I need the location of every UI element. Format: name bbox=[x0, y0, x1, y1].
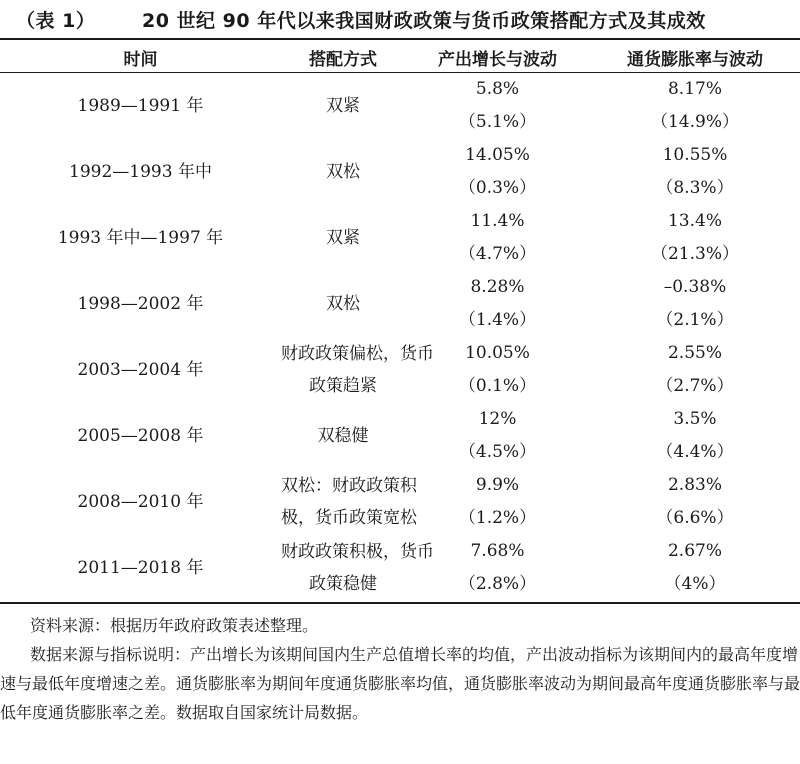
volatility-value: （2.8%） bbox=[458, 574, 537, 594]
period-cell: 1989—1991 年 bbox=[77, 95, 204, 116]
mean-value: 2.67% bbox=[667, 541, 722, 561]
mode-cell bbox=[281, 337, 434, 403]
mean-value: 12% bbox=[478, 409, 517, 429]
inflation-cell bbox=[590, 73, 800, 139]
mean-value: 10.55% bbox=[662, 145, 728, 165]
policy-table bbox=[0, 41, 800, 601]
mean-value: 3.5% bbox=[673, 409, 717, 429]
mode-line: 双松 bbox=[326, 162, 360, 182]
table-row bbox=[0, 337, 800, 403]
table-body bbox=[0, 73, 800, 601]
header-inflation: 通货膨胀率与波动 bbox=[627, 49, 763, 70]
table-row bbox=[0, 403, 800, 469]
volatility-value: （2.1%） bbox=[656, 310, 734, 330]
mode-cell bbox=[281, 535, 434, 601]
table-row bbox=[0, 139, 800, 205]
table-caption: 20 世纪 90 年代以来我国财政政策与货币政策搭配方式及其成效 bbox=[142, 10, 706, 32]
mean-value: 5.8% bbox=[475, 79, 520, 99]
mean-value: 9.9% bbox=[475, 475, 520, 495]
mean-value: 8.28% bbox=[470, 277, 525, 297]
mode-cell bbox=[281, 73, 405, 139]
mode-cell bbox=[281, 271, 405, 337]
bottom-rule bbox=[0, 602, 800, 604]
growth-cell bbox=[405, 469, 590, 535]
mode-line: 政策趋紧 bbox=[309, 376, 377, 396]
mode-line: 财政政策偏松，货币 bbox=[281, 344, 434, 364]
period-cell: 1992—1993 年中 bbox=[69, 161, 212, 182]
inflation-cell bbox=[590, 205, 800, 271]
period-cell: 2011—2018 年 bbox=[77, 557, 204, 578]
period-cell: 2008—2010 年 bbox=[77, 491, 204, 512]
mode-line: 双紧 bbox=[326, 228, 360, 248]
table-title bbox=[0, 4, 800, 34]
growth-cell bbox=[405, 139, 590, 205]
header-row bbox=[0, 41, 800, 73]
period-cell: 1998—2002 年 bbox=[77, 293, 204, 314]
period-cell: 1993 年中—1997 年 bbox=[57, 227, 224, 248]
mean-value: 11.4% bbox=[470, 211, 525, 231]
mode-cell bbox=[281, 139, 405, 205]
mean-value: 2.55% bbox=[667, 343, 722, 363]
mode-line: 双松 bbox=[326, 294, 360, 314]
mode-cell bbox=[281, 469, 417, 535]
source-note: 资料来源：根据历年政府政策表述整理。 bbox=[30, 616, 319, 635]
mean-value: 10.05% bbox=[465, 343, 530, 363]
period-cell: 2003—2004 年 bbox=[77, 359, 204, 380]
table-number: （表 1） bbox=[16, 10, 96, 32]
top-rule bbox=[0, 38, 800, 40]
growth-cell bbox=[405, 205, 590, 271]
volatility-value: （4.7%） bbox=[458, 244, 537, 264]
mode-line: 政策稳健 bbox=[309, 574, 377, 594]
inflation-cell bbox=[590, 403, 800, 469]
table-row bbox=[0, 469, 800, 535]
mode-cell bbox=[281, 403, 405, 469]
explanation-note: 数据来源与指标说明：产出增长为该期间国内生产总值增长率的均值，产出波动指标为该期间内的最高年度增速与最低年度增速之差。通货膨胀率为期间年度通货膨胀率均值，通货膨胀率波动为期间最高年度通货膨胀率与最低年度通货膨胀率之差。数据取自国家统计局数据。 bbox=[0, 645, 800, 722]
mean-value: –0.38% bbox=[663, 277, 727, 297]
table-row bbox=[0, 535, 800, 601]
volatility-value: （4.4%） bbox=[656, 442, 734, 462]
mode-line: 财政政策积极，货币 bbox=[281, 542, 434, 562]
mode-line: 双紧 bbox=[326, 96, 360, 116]
volatility-value: （14.9%） bbox=[650, 112, 739, 132]
inflation-cell bbox=[590, 469, 800, 535]
volatility-value: （2.7%） bbox=[656, 376, 734, 396]
period-cell: 2005—2008 年 bbox=[77, 425, 204, 446]
header-period: 时间 bbox=[123, 49, 158, 70]
header-mode: 搭配方式 bbox=[309, 49, 377, 70]
mode-line: 双稳健 bbox=[317, 426, 369, 446]
mean-value: 7.68% bbox=[470, 541, 525, 561]
volatility-value: （5.1%） bbox=[458, 112, 537, 132]
inflation-cell bbox=[590, 337, 800, 403]
inflation-cell bbox=[590, 535, 800, 601]
mean-value: 2.83% bbox=[667, 475, 722, 495]
mode-cell bbox=[281, 205, 405, 271]
volatility-value: （1.4%） bbox=[458, 310, 537, 330]
mean-value: 13.4% bbox=[667, 211, 722, 231]
growth-cell bbox=[405, 271, 590, 337]
volatility-value: （4.5%） bbox=[458, 442, 537, 462]
mode-line: 极，货币政策宽松 bbox=[281, 508, 417, 528]
mode-line: 双松：财政政策积 bbox=[281, 476, 417, 496]
mean-value: 14.05% bbox=[465, 145, 530, 165]
growth-cell bbox=[405, 73, 590, 139]
table-row bbox=[0, 271, 800, 337]
table-row bbox=[0, 73, 800, 139]
volatility-value: （8.3%） bbox=[656, 178, 734, 198]
growth-cell bbox=[405, 403, 590, 469]
table-notes bbox=[0, 611, 800, 727]
volatility-value: （0.1%） bbox=[458, 376, 537, 396]
volatility-value: （1.2%） bbox=[458, 508, 537, 528]
inflation-cell bbox=[590, 271, 800, 337]
header-growth: 产出增长与波动 bbox=[438, 49, 557, 70]
volatility-value: （0.3%） bbox=[458, 178, 537, 198]
volatility-value: （6.6%） bbox=[656, 508, 734, 528]
inflation-cell bbox=[590, 139, 800, 205]
table-row bbox=[0, 205, 800, 271]
mean-value: 8.17% bbox=[667, 79, 722, 99]
volatility-value: （4%） bbox=[664, 574, 726, 594]
volatility-value: （21.3%） bbox=[650, 244, 739, 264]
